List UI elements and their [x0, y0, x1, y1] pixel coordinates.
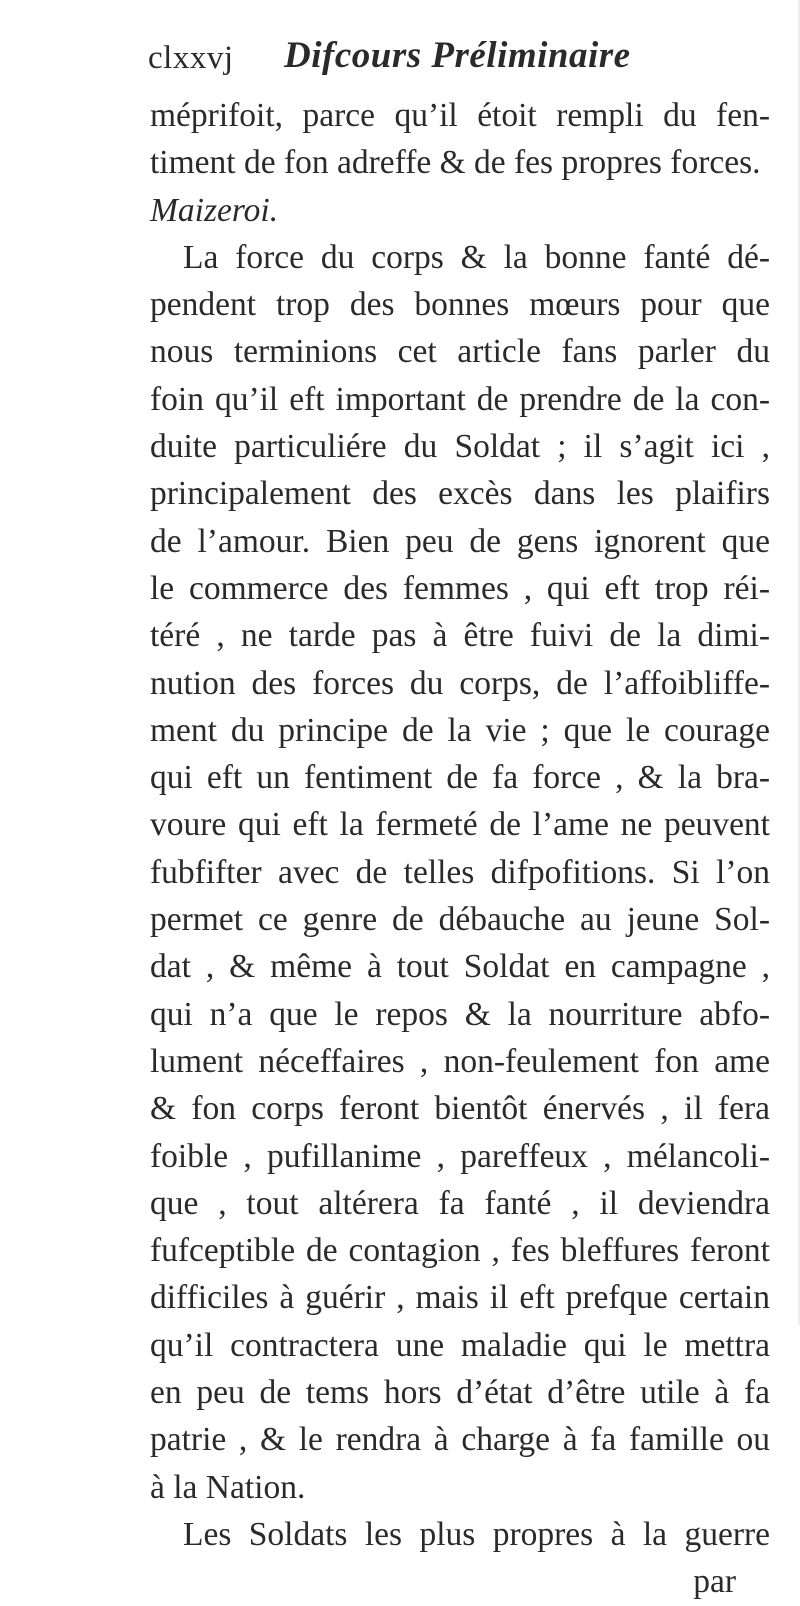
running-head: Difcours Préliminaire [284, 35, 631, 76]
text-line: lument néceffaires , non-feulement fon ame [150, 1042, 770, 1080]
text-line: nous terminions cet article fans parler du [150, 333, 770, 371]
text-line: dat , & même à tout Soldat en campagne , [150, 948, 770, 986]
author-attribution: Maizeroi. [150, 191, 279, 229]
text-line: fufceptible de contagion , fes bleffures feront [150, 1232, 770, 1270]
text-line: foin qu’il eft important de prendre de la con- [150, 380, 770, 418]
text-line: La force du corps & la bonne fanté dé- [183, 238, 770, 276]
text-line: à la Nation. [150, 1468, 306, 1506]
text-line: patrie , & le rendra à charge à fa famille ou [150, 1421, 770, 1459]
text-line: qu’il contractera une maladie qui le mettra [150, 1326, 770, 1364]
text-line: duite particuliére du Soldat ; il s’agit ici , [150, 428, 770, 466]
text-line: ment du principe de la vie ; que le courage [150, 711, 770, 749]
text-line: de l’amour. Bien peu de gens ignorent que [150, 522, 770, 560]
text-line: le commerce des femmes , qui eft trop réi- [150, 569, 770, 607]
text-line: que , tout altérera fa fanté , il deviendra [150, 1184, 770, 1222]
text-line: timent de fon adreffe & de fes propres forces. [150, 144, 761, 182]
text-line: permet ce genre de débauche au jeune Sol- [150, 901, 770, 939]
text-line: & fon corps feront bientôt énervés , il fera [150, 1090, 770, 1128]
text-line: voure qui eft la fermeté de l’ame ne peuvent [150, 806, 770, 844]
text-line: qui eft un fentiment de fa force , & la bra- [150, 759, 770, 797]
text-line: en peu de tems hors d’état d’être utile à fa [150, 1374, 770, 1412]
text-line: téré , ne tarde pas à être fuivi de la dimi- [150, 617, 770, 655]
page-number: clxxvj [148, 40, 234, 76]
body-text [150, 92, 790, 1606]
page-header [148, 22, 708, 82]
text-line: difficiles à guérir , mais il eft prefque certain [150, 1279, 770, 1317]
text-line: fubfifter avec de telles difpofitions. Si l’on [150, 853, 770, 891]
text-line: principalement des excès dans les plaifirs [150, 475, 770, 513]
text-line: Les Soldats les plus propres à la guerre [183, 1515, 770, 1553]
text-line: pendent trop des bonnes mœurs pour que [150, 286, 770, 324]
catchword: par [693, 1563, 736, 1601]
text-line: qui n’a que le repos & la nourriture abfo- [150, 995, 770, 1033]
text-line: nution des forces du corps, de l’affoibliffe- [150, 664, 770, 702]
text-line: foible , pufillanime , pareffeux , mélancoli- [150, 1137, 770, 1175]
text-line: méprifoit, parce qu’il étoit rempli du fen- [150, 97, 770, 134]
